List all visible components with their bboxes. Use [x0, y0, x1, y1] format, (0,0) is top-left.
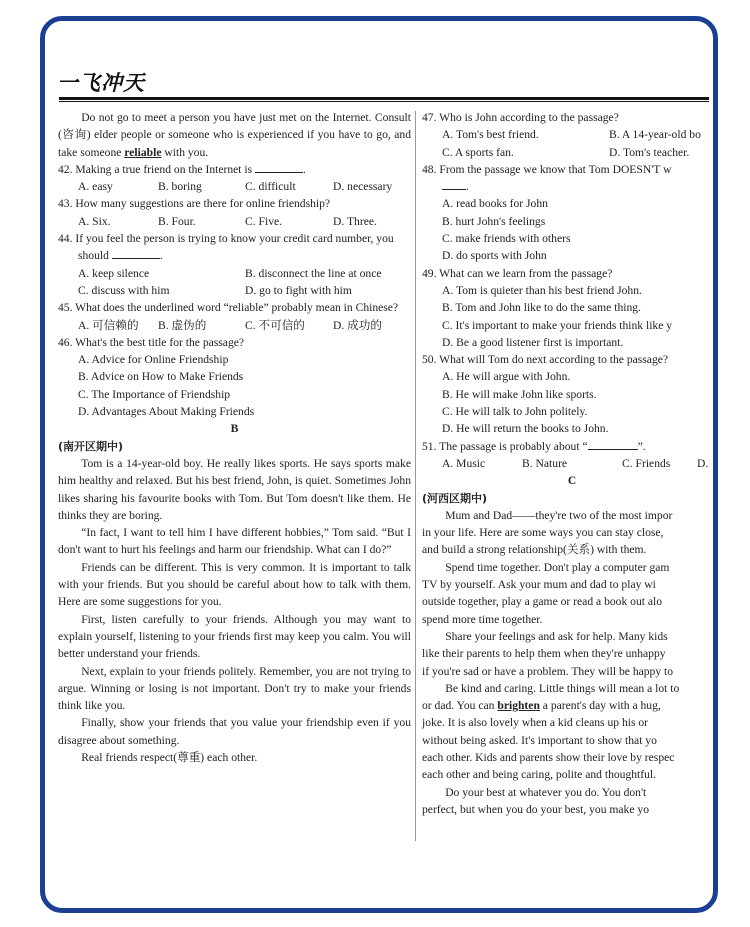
option-46b: B. Advice on How to Make Friends	[78, 370, 244, 384]
question-51: 51. The passage is probably about “ ”.	[422, 439, 646, 453]
question-47: 47. Who is John according to the passage?	[422, 111, 619, 124]
passage-b-para-4: First, listen carefully to your friends. Although you may want to explain yourself, listening to your friends first may keep you calm. You will better understand your friends.	[58, 612, 411, 661]
passage-b-para-7: Real friends respect(尊重) each other.	[81, 750, 258, 764]
options-51: A. Music B. Nature C. Friends D.	[442, 456, 709, 470]
passage-b-para-3: Friends can be different. This is very common. It is important to talk with your friends. But you should be careful about how to talk with them. Here are some suggestions for you.	[58, 560, 411, 609]
option-50c: C. He will talk to John politely.	[442, 405, 588, 419]
passage-c-line-2: in your life. Here are some ways you can stay close,	[422, 526, 664, 540]
options-44a: A. keep silence B. disconnect the line at once	[78, 266, 382, 280]
option-48a: A. read books for John	[442, 197, 548, 211]
left-column	[58, 109, 411, 766]
passage-c-line-3: and build a strong relationship(关系) with them.	[422, 543, 647, 557]
passage-b-para-1: Tom is a 14-year-old boy. He really likes sports. He says sports make him healthy and relaxed. But his best friend, John, is quiet. Sometimes John likes sharing his favourite books with Tom. But Tom doesn't like them. He thinks they are boring.	[58, 456, 411, 522]
option-49a: A. Tom is quieter than his best friend John.	[442, 283, 642, 297]
question-45: 45. What does the underlined word “reliable” probably mean in Chinese?	[58, 301, 399, 315]
options-44b: C. discuss with him D. go to fight with him	[78, 283, 352, 297]
question-43: 43. How many suggestions are there for online friendship?	[58, 197, 331, 211]
header-title: 一飞冲天	[57, 71, 145, 95]
question-42: 42. Making a true friend on the Internet is .	[58, 162, 306, 176]
answer-blank	[588, 438, 638, 450]
option-48c: C. make friends with others	[442, 232, 571, 246]
header-rule	[59, 97, 709, 100]
passage-c-line-1: Mum and Dad——they're two of the most impor	[445, 508, 673, 522]
source-b: (南开区期中)	[58, 439, 124, 453]
answer-blank	[255, 161, 303, 173]
option-49c: C. It's important to make your friends think like y	[442, 318, 673, 332]
passage-c-line-9: like their parents to help them when they're unhappy	[422, 647, 666, 661]
options-43: A. Six. B. Four. C. Five. D. Three.	[78, 214, 377, 228]
option-46c: C. The Importance of Friendship	[78, 387, 231, 401]
answer-blank	[112, 247, 160, 259]
passage-c-line-11: Be kind and caring. Little things will mean a lot to	[445, 681, 680, 695]
column-divider	[415, 111, 416, 841]
passage-c-line-13: joke. It is also lovely when a kid cleans up his or	[422, 716, 649, 730]
question-48-blank: .	[422, 178, 718, 195]
option-46d: D. Advantages About Making Friends	[78, 405, 255, 419]
options-45: A. 可信赖的 B. 虚伪的 C. 不可信的 D. 成功的	[78, 318, 382, 332]
page-header	[57, 67, 145, 95]
option-48b: B. hurt John's feelings	[442, 214, 546, 228]
passage-c-line-15: each other. Kids and parents show their love by respec	[422, 750, 675, 764]
passage-c-line-5: TV by yourself. Ask your mum and dad to play wi	[422, 578, 656, 592]
passage-c-line-6: outside together, play a game or read a book out alo	[422, 595, 663, 609]
passage-a-ending: Do not go to meet a person you have just met on the Internet. Consult (咨询) elder people or someone who is experienced if you have to go, and take someone reliable with you.	[58, 111, 411, 159]
passage-c-line-8: Share your feelings and ask for help. Many kids	[445, 629, 668, 643]
passage-b-para-6: Finally, show your friends that you value your friendship even if you disagree about something.	[58, 716, 411, 747]
answer-blank	[442, 178, 466, 190]
options-47b: C. A sports fan. D. Tom's teacher.	[442, 145, 690, 159]
option-49d: D. Be a good listener first is important.	[442, 335, 624, 349]
option-50d: D. He will return the books to John.	[442, 422, 609, 436]
underlined-word: reliable	[124, 145, 162, 159]
underlined-word-brighten: brighten	[497, 699, 540, 713]
question-44: 44. If you feel the person is trying to know your credit card number, you should .	[58, 232, 394, 263]
options-42: A. easy B. boring C. difficult D. necessary	[78, 180, 393, 194]
question-49: 49. What can we learn from the passage?	[422, 266, 613, 280]
option-50b: B. He will make John like sports.	[442, 387, 597, 401]
option-50a: A. He will argue with John.	[442, 370, 571, 384]
option-48d: D. do sports with John	[442, 249, 547, 263]
right-column	[422, 109, 718, 818]
passage-c-line-18: perfect, but when you do your best, you make yo	[422, 802, 649, 816]
passage-c-line-10: if you're sad or have a problem. They will be happy to	[422, 664, 674, 678]
source-c: (河西区期中)	[422, 491, 488, 505]
question-50: 50. What will Tom do next according to the passage?	[422, 353, 669, 367]
question-48: 48. From the passage we know that Tom DOESN'T w	[422, 162, 672, 176]
header-rule-thin	[59, 101, 709, 102]
options-47a: A. Tom's best friend. B. A 14-year-old bo	[442, 128, 701, 142]
page-frame	[40, 16, 718, 913]
passage-b-para-5: Next, explain to your friends politely. Remember, you are not trying to argue. Winning or losing is not important. Don't try to make your friends think like you.	[58, 664, 411, 713]
passage-c-line-14: without being asked. It's important to show that yo	[422, 733, 657, 747]
passage-c-line-7: spend more time together.	[422, 612, 543, 626]
section-b-heading: B	[230, 422, 239, 436]
option-49b: B. Tom and John like to do the same thing.	[442, 301, 641, 315]
option-46a: A. Advice for Online Friendship	[78, 353, 229, 367]
passage-c-line-12: or dad. You can brighten a parent's day with a hug,	[422, 699, 661, 713]
question-46: 46. What's the best title for the passage?	[58, 335, 245, 349]
passage-c-line-4: Spend time together. Don't play a computer gam	[445, 560, 670, 574]
passage-c-line-16: each other and being caring, polite and thoughtful.	[422, 768, 657, 782]
passage-b-para-2: “In fact, I want to tell him I have different hobbies,” Tom said. “But I don't want to hurt his feelings and harm our friendship. What can I do?”	[58, 526, 411, 557]
section-c-heading: C	[567, 474, 577, 488]
passage-c-line-17: Do your best at whatever you do. You don't	[445, 785, 647, 799]
